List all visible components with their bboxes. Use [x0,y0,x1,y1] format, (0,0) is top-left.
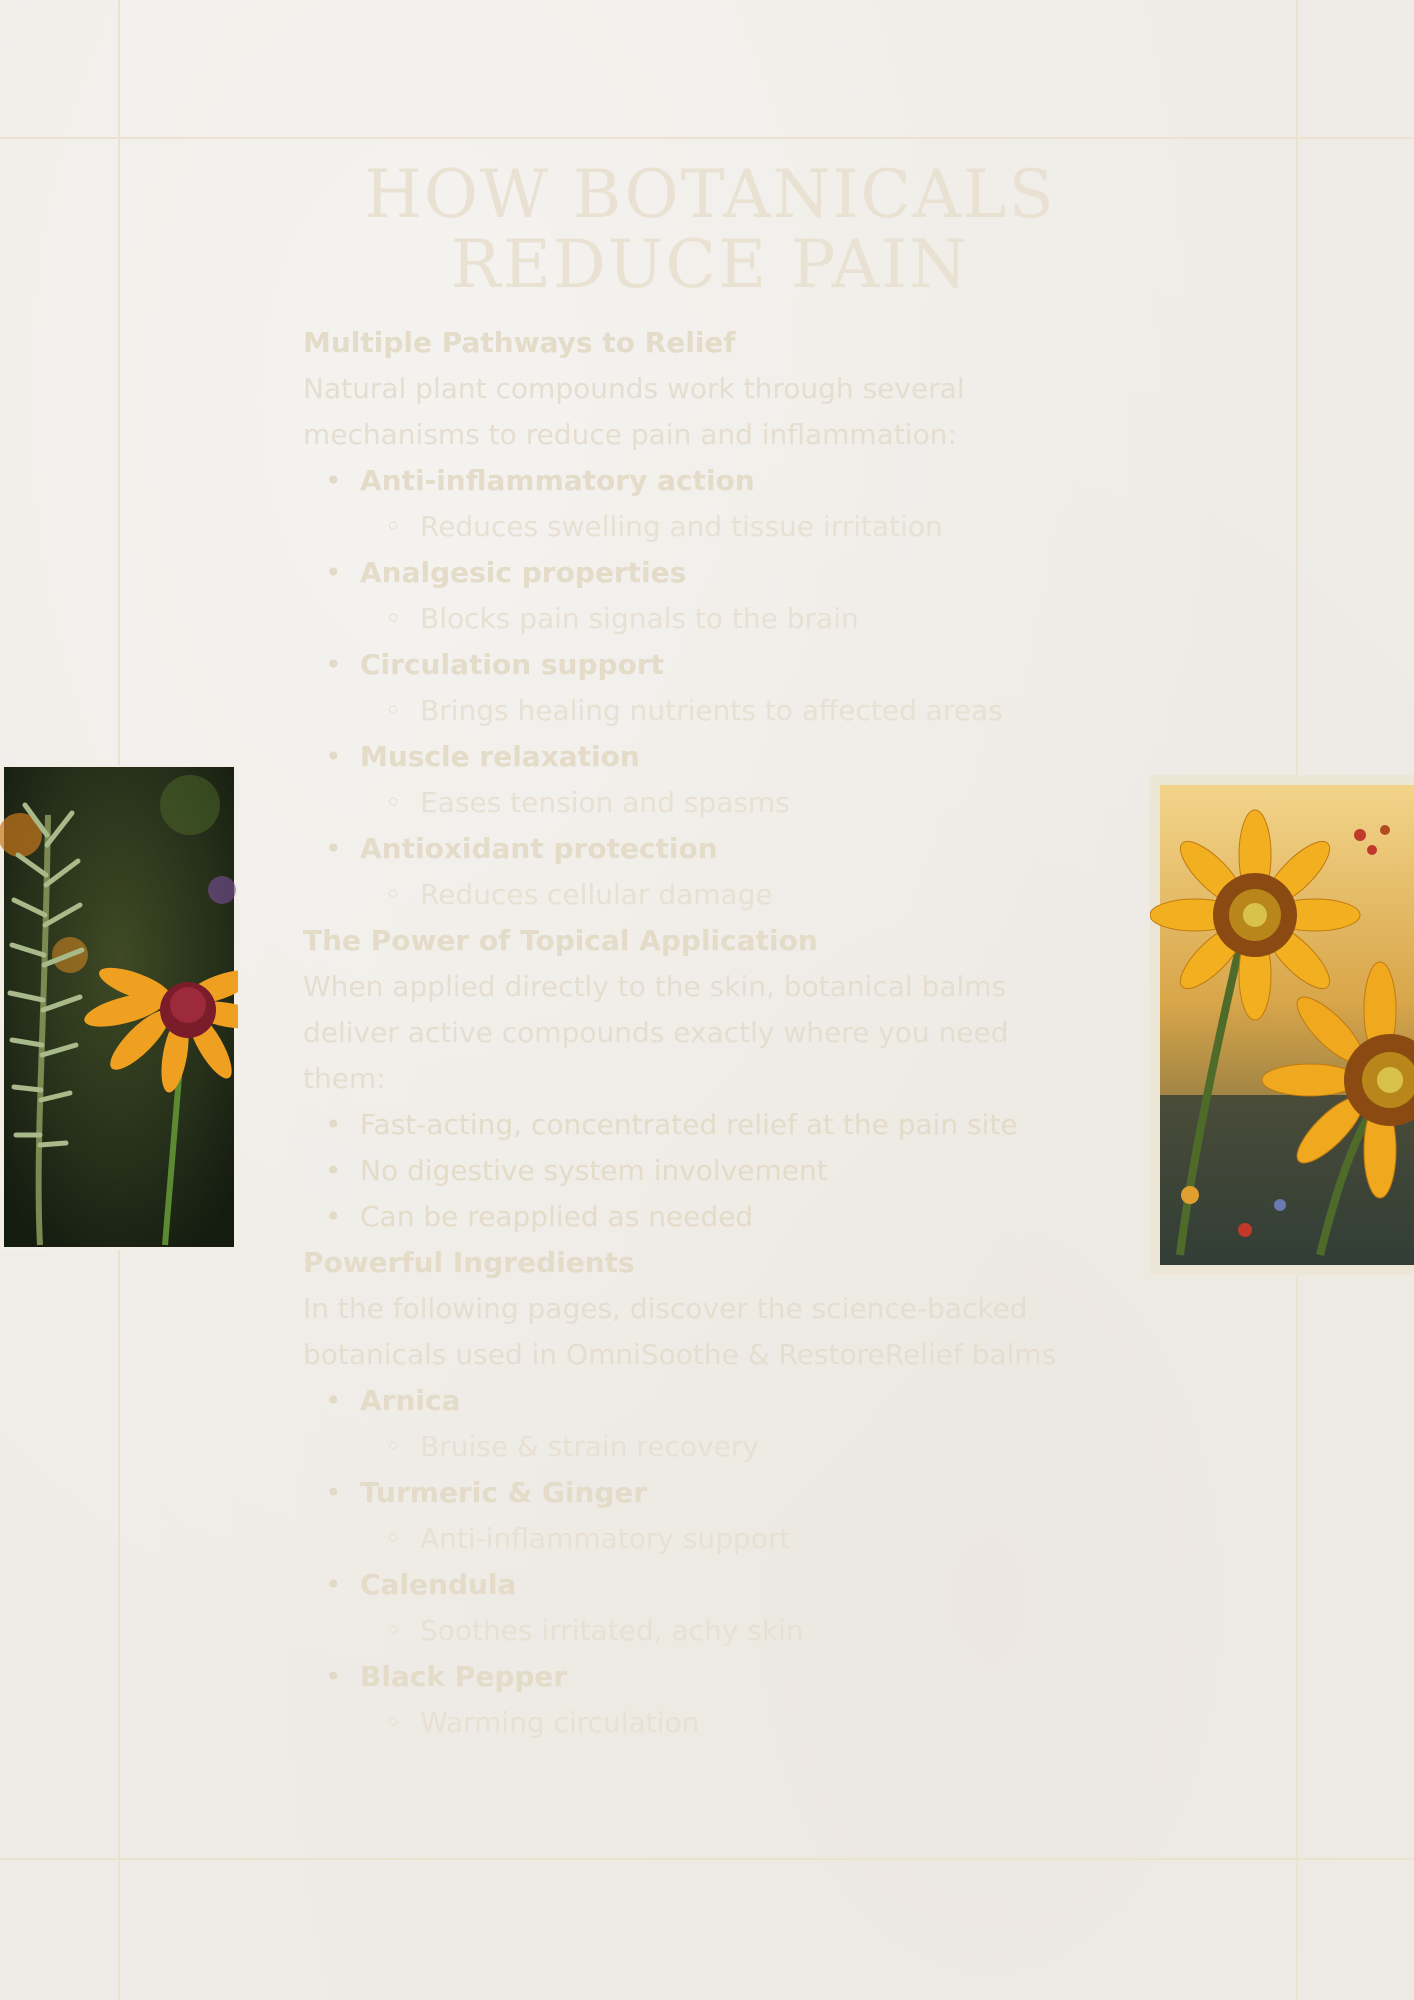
frame-line-bottom [0,1858,1414,1860]
list-item-label: Antioxidant protection [360,832,718,865]
list-item [303,1102,1093,1148]
list-item [303,1470,1093,1516]
sunflowers-painting-image [1150,775,1414,1275]
list-item-label: Arnica [360,1384,461,1417]
list-item [303,550,1093,596]
sunflowers-painting-icon [1150,775,1414,1275]
list-item [303,1194,1093,1240]
section-intro: Natural plant compounds work through several mechanisms to reduce pain and inflammation: [303,372,965,451]
section-intro: When applied directly to the skin, botanical balms deliver active compounds exactly where you need them: [303,970,1009,1095]
ingredient-list [303,1378,1093,1746]
section-intro: In the following pages, discover the science-backed botanicals used in OmniSoothe & RestoreRelief balms [303,1292,1057,1371]
frame-line-top [0,137,1414,139]
list-subitem: ◦ Blocks pain signals to the brain [303,596,1093,642]
list-subitem: ◦ Warming circulation [303,1700,1093,1746]
section-heading: The Power of Topical Application [303,924,818,957]
topical-benefit-list [303,1102,1093,1240]
list-item-label: Black Pepper [360,1660,568,1693]
list-item [303,826,1093,872]
list-item-label: Fast-acting, concentrated relief at the pain site [360,1108,1018,1141]
list-subitem: ◦ Eases tension and spasms [303,780,1093,826]
list-item-label: Anti-inflammatory action [360,464,755,497]
rosemary-and-orange-flower-photo-icon [0,765,238,1250]
list-item [303,1562,1093,1608]
list-item [303,1654,1093,1700]
list-item [303,734,1093,780]
list-subitem: ◦ Bruise & strain recovery [303,1424,1093,1470]
list-item-label: Turmeric & Ginger [360,1476,648,1509]
section-heading: Multiple Pathways to Relief [303,326,736,359]
list-subitem: ◦ Reduces swelling and tissue irritation [303,504,1093,550]
list-item [303,642,1093,688]
list-item [303,1378,1093,1424]
benefit-list [303,458,1093,918]
rosemary-flower-image [0,765,238,1250]
list-item-label: Can be reapplied as needed [360,1200,754,1233]
list-item-label: Analgesic properties [360,556,687,589]
list-item-label: Muscle relaxation [360,740,640,773]
list-item-label: Circulation support [360,648,664,681]
section-heading: Powerful Ingredients [303,1246,635,1279]
list-item-label: Calendula [360,1568,517,1601]
list-subitem: ◦ Brings healing nutrients to affected areas [303,688,1093,734]
list-subitem: ◦ Soothes irritated, achy skin [303,1608,1093,1654]
list-item [303,458,1093,504]
list-subitem: ◦ Reduces cellular damage [303,872,1093,918]
list-subitem: ◦ Anti-inflammatory support [303,1516,1093,1562]
list-item [303,1148,1093,1194]
page-title: HOW BOTANICALS REDUCE PAIN [364,156,1056,303]
content-body [303,320,1093,1746]
list-item-label: No digestive system involvement [360,1154,828,1187]
